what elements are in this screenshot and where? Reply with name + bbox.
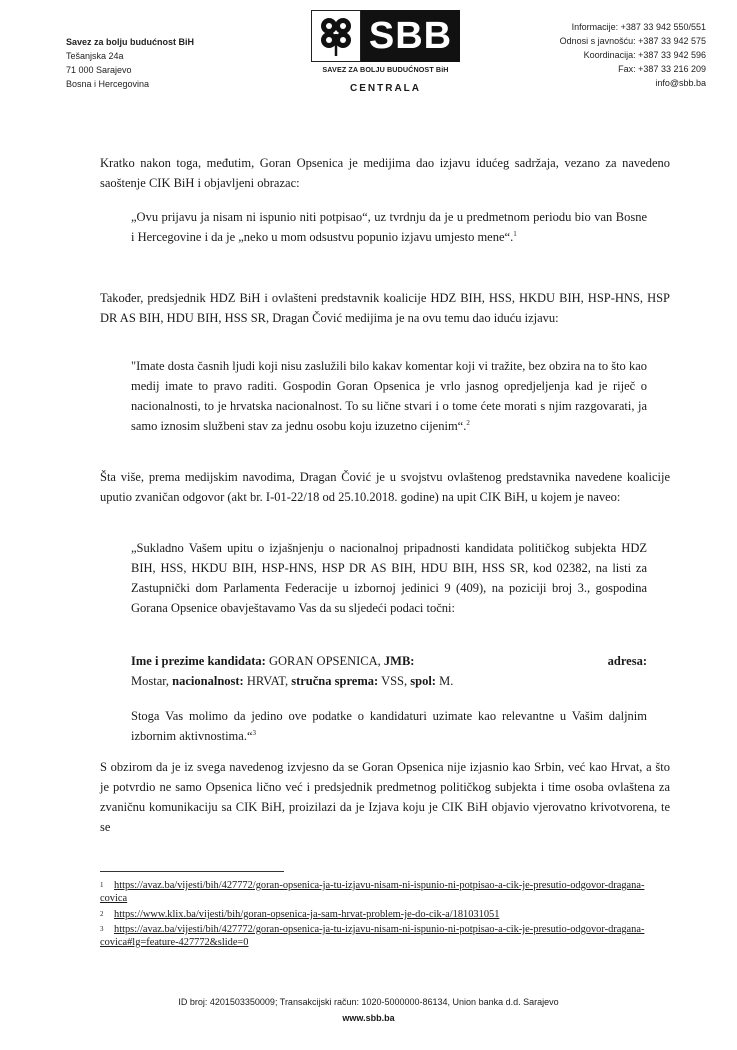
quote-2-text: "Imate dosta časnih ljudi koji nisu zaslužili bilo kakav komentar koji vi tražite, bez obzira na to što kao medij imate to pravo raditi. Gospodin Goran Opsenica je vrlo jasnog opredjeljenja kad je riječ o nacionalnosti, to je hrvatska nacionalnost. To su lične stvari i o tome ćete morati s njim razgovarati, ja samo iznosim službeni stav za jednu osobu koju izuzetno cijenim“. (131, 359, 647, 433)
address-line: Tešanjska 24a (66, 51, 124, 61)
quote-2 (131, 356, 647, 436)
name-label: Ime i prezime kandidata: (131, 654, 266, 668)
quote-4-text: Stoga Vas molimo da jedino ove podatke o kandidaturi uzimate kao relevantne u Vašim daljnim izbornim aktivnostima.“ (131, 709, 647, 743)
nationality-value: HRVAT, (246, 674, 289, 688)
paragraph-4: S obzirom da je iz svega navedenog izvjesno da se Goran Opsenica nije izjasnio kao Srbin, već kao Hrvat, a što je potvrdio ne samo Opsenica lično već i predsjednik predmetnog političkog subjekta i time osoba ovlaštena za zvaničnu komunikaciju sa CIK BiH, proizilazi da je Izjava koju je CIK BiH objavio vjerovatno krivotvorena, te se (100, 760, 670, 834)
nationality-label: nacionalnost: (172, 674, 244, 688)
paragraph-2: Također, predsjednik HDZ BiH i ovlašteni predstavnik koalicije HDZ BIH, HSS, HKDU BIH, HSP-HNS, HSP DR AS BIH, HDU BIH, HSS SR, Dragan Čović medijima je na ovu temu dao iduću izjavu: (100, 291, 670, 325)
sbb-logo (311, 10, 460, 94)
organization-address (66, 35, 194, 91)
footnote-ref-1: 1 (513, 229, 517, 238)
candidate-info (131, 651, 647, 691)
contact-coordination: Koordinacija: +387 33 942 596 (583, 50, 706, 60)
footnote-link-2[interactable]: https://www.klix.ba/vijesti/bih/goran-opsenica-ja-sam-hrvat-problem-je-do-cik-a/181031051 (114, 909, 500, 920)
paragraph-3: Šta više, prema medijskim navodima, Dragan Čović je u svojstvu ovlaštenog predstavnika navedene koalicije uputio zvaničan odgovor (akt br. I-01-22/18 od 25.10.2018. godine) na upit CIK BiH, u kojem je naveo: (100, 470, 670, 504)
contact-email: info@sbb.ba (655, 78, 706, 88)
education-value: VSS, (381, 674, 408, 688)
jmb-label: JMB: (383, 654, 415, 668)
footnote-3 (100, 923, 670, 949)
education-label: stručna sprema: (291, 674, 379, 688)
footnote-number: 3 (100, 925, 104, 933)
quote-4 (131, 706, 647, 746)
footer-website[interactable]: www.sbb.ba (342, 1013, 395, 1023)
footnote-divider (100, 871, 284, 872)
footnote-ref-3: 3 (252, 728, 257, 737)
footnote-number: 1 (100, 881, 104, 889)
quote-3: „Sukladno Vašem upitu o izjašnjenju o nacionalnoj pripadnosti kandidata političkog subjekta HDZ BIH, HSS, HKDU BIH, HSP-HNS, HSP DR AS BIH, HDU BIH, HSS SR, kod 02382, na listi za Zastupnički dom Parlamenta Federacije u izbornoj jedinici 9 (409), na poziciji broj 3., gospodina Gorana Opsenice obavještavamo Vas da su sljedeći podaci točni: (131, 541, 647, 615)
footnote-number: 2 (100, 910, 104, 918)
quote-1 (131, 207, 647, 247)
paragraph-1: Kratko nakon toga, međutim, Goran Opsenica je medijima dao izjavu idućeg sadržaja, vezano za navedeno saoštenje CIK BiH i objavljeni obrazac: (100, 156, 670, 190)
organization-name: Savez za bolju budućnost BiH (66, 37, 195, 47)
footer-registration: ID broj: 4201503350009; Transakcijski račun: 1020-5000000-86134, Union banka d.d. Sarajevo (178, 997, 559, 1007)
contact-fax: Fax: +387 33 216 209 (618, 64, 706, 74)
footnote-ref-2: 2 (466, 418, 470, 427)
city-value: Mostar, (131, 674, 170, 688)
sex-label: spol: (410, 674, 436, 688)
contact-info (560, 20, 706, 90)
logo-text: SBB (361, 10, 460, 62)
footnote-link-3[interactable]: https://avaz.ba/vijesti/bih/427772/goran-opsenica-ja-tu-izjavu-nisam-ni-ispunio-ni-potpisao-a-cik-je-presutio-odgovor-dragana-covica#lg=feature-427772&slide=0 (100, 924, 645, 948)
name-value: GORAN OPSENICA, (268, 654, 381, 668)
address-line: 71 000 Sarajevo (66, 65, 132, 75)
logo-subtitle: SAVEZ ZA BOLJU BUDUĆNOST BiH (322, 65, 449, 74)
footnote-2 (100, 908, 670, 921)
quote-1-text: „Ovu prijavu ja nisam ni ispunio niti potpisao“, uz tvrdnju da je u predmetnom periodu bio van Bosne i Hercegovine i da je „neko u mom odsustvu popunio izjavu umjesto mene“. (131, 210, 647, 244)
address-line: Bosna i Hercegovina (66, 79, 150, 89)
contact-pr: Odnosi s javnošću: +387 33 942 575 (559, 36, 706, 46)
clover-icon (311, 10, 361, 62)
sex-value: M. (439, 674, 454, 688)
address-label: adresa: (607, 654, 647, 668)
contact-phone: Informacije: +387 33 942 550/551 (571, 22, 706, 32)
footnote-link-1[interactable]: https://avaz.ba/vijesti/bih/427772/goran-opsenica-ja-tu-izjavu-nisam-ni-ispunio-ni-potpisao-a-cik-je-presutio-odgovor-dragana-covica (100, 880, 645, 904)
logo-centrala: CENTRALA (350, 83, 421, 94)
footnote-1 (100, 879, 670, 905)
